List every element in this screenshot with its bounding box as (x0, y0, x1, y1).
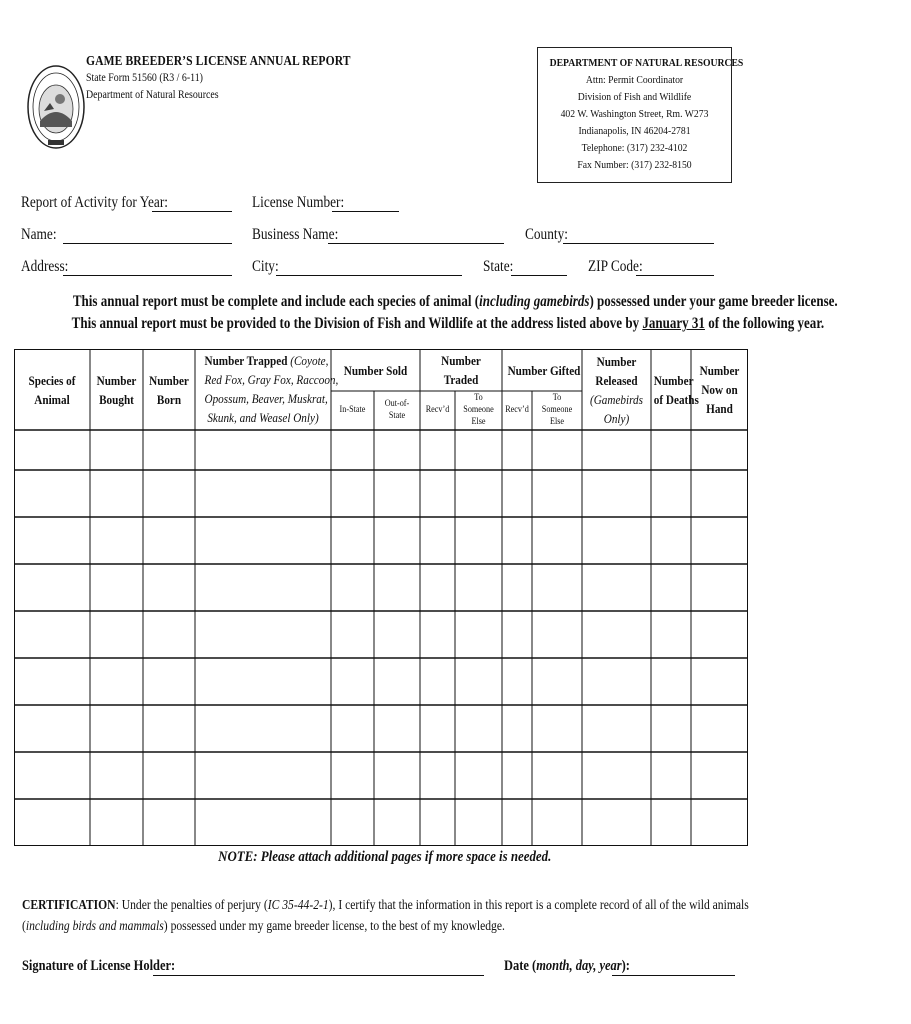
deadline-date: January 31 (642, 315, 705, 332)
signature-label: Signature of License Holder: (22, 958, 176, 974)
certification-label: CERTIFICATION (22, 897, 116, 912)
instruction-line-1 (0, 293, 838, 311)
business-name-label: Business Name: (252, 226, 339, 243)
certification-text: : Under the penalties of perjury ( (115, 897, 268, 912)
business-name-field[interactable] (328, 243, 504, 244)
header-text: To (474, 393, 483, 403)
certification-emphasis: including birds and mammals (25, 918, 164, 933)
certification-statement (22, 894, 749, 936)
header-text: Species of (28, 373, 76, 388)
date-text: ): (621, 958, 630, 974)
address-line: 402 W. Washington Street, Rm. W273 (560, 108, 709, 120)
state-label: State: (483, 258, 514, 275)
signature-field[interactable] (153, 975, 484, 976)
form-title: GAME BREEDER’S LICENSE ANNUAL REPORT (86, 53, 351, 68)
instruction-text: This annual report must be provided to the Division of Fish and Wildlife at the address listed above by (71, 315, 643, 332)
address-label: Address: (21, 258, 69, 275)
header-text: of Deaths (653, 392, 699, 407)
header-text: (Gamebirds (590, 392, 643, 407)
county-label: County: (525, 226, 568, 243)
header-text: Skunk, and Weasel Only) (207, 410, 319, 425)
header-text: Number (653, 373, 694, 388)
county-field[interactable] (563, 243, 714, 244)
header-text: Out-of- (384, 399, 410, 409)
license-number-field[interactable] (332, 211, 399, 212)
zip-label: ZIP Code: (588, 258, 643, 275)
col-sold: Number Sold (343, 363, 408, 378)
certification-text: ), I certify that the information in this report is a complete record of all of the wild animals (328, 897, 749, 912)
certification-text: ( (22, 918, 26, 933)
header-text: Number (441, 353, 481, 368)
col-released (587, 352, 646, 428)
instruction-text: of the following year. (704, 315, 825, 332)
name-field[interactable] (63, 243, 232, 244)
header-text: Traded (443, 372, 479, 387)
header-text: Someone (463, 405, 494, 415)
note-label: NOTE: Please attach additional pages if more space is needed. (218, 849, 552, 865)
instruction-line-2 (0, 315, 825, 333)
header-text: Number (699, 363, 740, 378)
col-traded-received: Recv’d (425, 405, 450, 415)
report-year-label: Report of Activity for Year: (21, 194, 168, 211)
col-species (19, 371, 84, 409)
address-field[interactable] (63, 275, 232, 276)
date-format: month, day, year (536, 958, 622, 974)
address-line: Division of Fish and Wildlife (577, 91, 692, 103)
col-bought (94, 371, 140, 409)
col-born (147, 371, 192, 409)
header-text: Born (156, 392, 182, 407)
instruction-text: This annual report must be complete and include each species of animal ( (72, 293, 480, 310)
department-name: Department of Natural Resources (86, 89, 219, 101)
statute-reference: IC 35-44-2-1 (267, 897, 329, 912)
city-label: City: (252, 258, 279, 275)
zip-field[interactable] (636, 275, 714, 276)
header-text: Number Trapped (204, 353, 288, 368)
date-text: Date ( (504, 958, 537, 974)
header-text: Opossum, Beaver, Muskrat, (204, 391, 328, 406)
note-text (0, 849, 770, 866)
activity-table (14, 349, 748, 846)
header-text: To (552, 393, 562, 403)
instruction-emphasis: including gamebirds (479, 293, 590, 310)
col-sold-instate: In-State (339, 405, 366, 415)
mailing-address-box (537, 47, 744, 183)
col-trapped (204, 351, 339, 427)
header-text: Animal (34, 392, 70, 407)
form-number: State Form 51560 (R3 / 6-11) (86, 72, 203, 84)
report-year-field[interactable] (152, 211, 232, 212)
header-text: Released (595, 373, 638, 388)
city-field[interactable] (276, 275, 462, 276)
header-text: Else (549, 417, 565, 427)
col-traded (426, 351, 497, 389)
header-text: Only) (603, 411, 630, 426)
header-text: Else (471, 417, 486, 427)
col-on-hand (695, 361, 744, 418)
header-text: State (388, 411, 406, 421)
address-line: Fax Number: (317) 232-8150 (577, 159, 692, 171)
address-line: Attn: Permit Coordinator (585, 74, 684, 86)
col-sold-outstate (377, 398, 417, 422)
name-label: Name: (21, 226, 57, 243)
header-text: Hand (706, 401, 733, 416)
date-label (504, 958, 630, 975)
header-text: Number (149, 373, 189, 388)
address-line: Telephone: (317) 232-4102 (581, 142, 688, 154)
col-traded-to-someone (458, 392, 498, 428)
col-deaths (653, 371, 699, 409)
header-text: Bought (99, 392, 134, 407)
header-text: Someone (541, 405, 573, 415)
date-field[interactable] (612, 975, 735, 976)
license-number-label: License Number: (252, 194, 345, 211)
instruction-text: ) possessed under your game breeder license. (589, 293, 838, 310)
address-heading: DEPARTMENT OF NATURAL RESOURCES (549, 57, 744, 69)
col-gifted: Number Gifted (507, 363, 581, 378)
col-gifted-to-someone (536, 392, 579, 428)
state-field[interactable] (511, 275, 567, 276)
header-text: Now on (701, 382, 738, 397)
certification-text: ) possessed under my game breeder license, to the best of my knowledge. (163, 918, 505, 933)
state-seal-logo (26, 63, 86, 151)
col-gifted-received: Recv’d (505, 405, 529, 415)
header-text: (Coyote, (290, 353, 329, 368)
address-line: Indianapolis, IN 46204-2781 (578, 125, 691, 137)
header-text: Red Fox, Gray Fox, Raccoon, (204, 372, 339, 387)
header-text: Number (96, 373, 137, 388)
header-text: Number (596, 354, 637, 369)
